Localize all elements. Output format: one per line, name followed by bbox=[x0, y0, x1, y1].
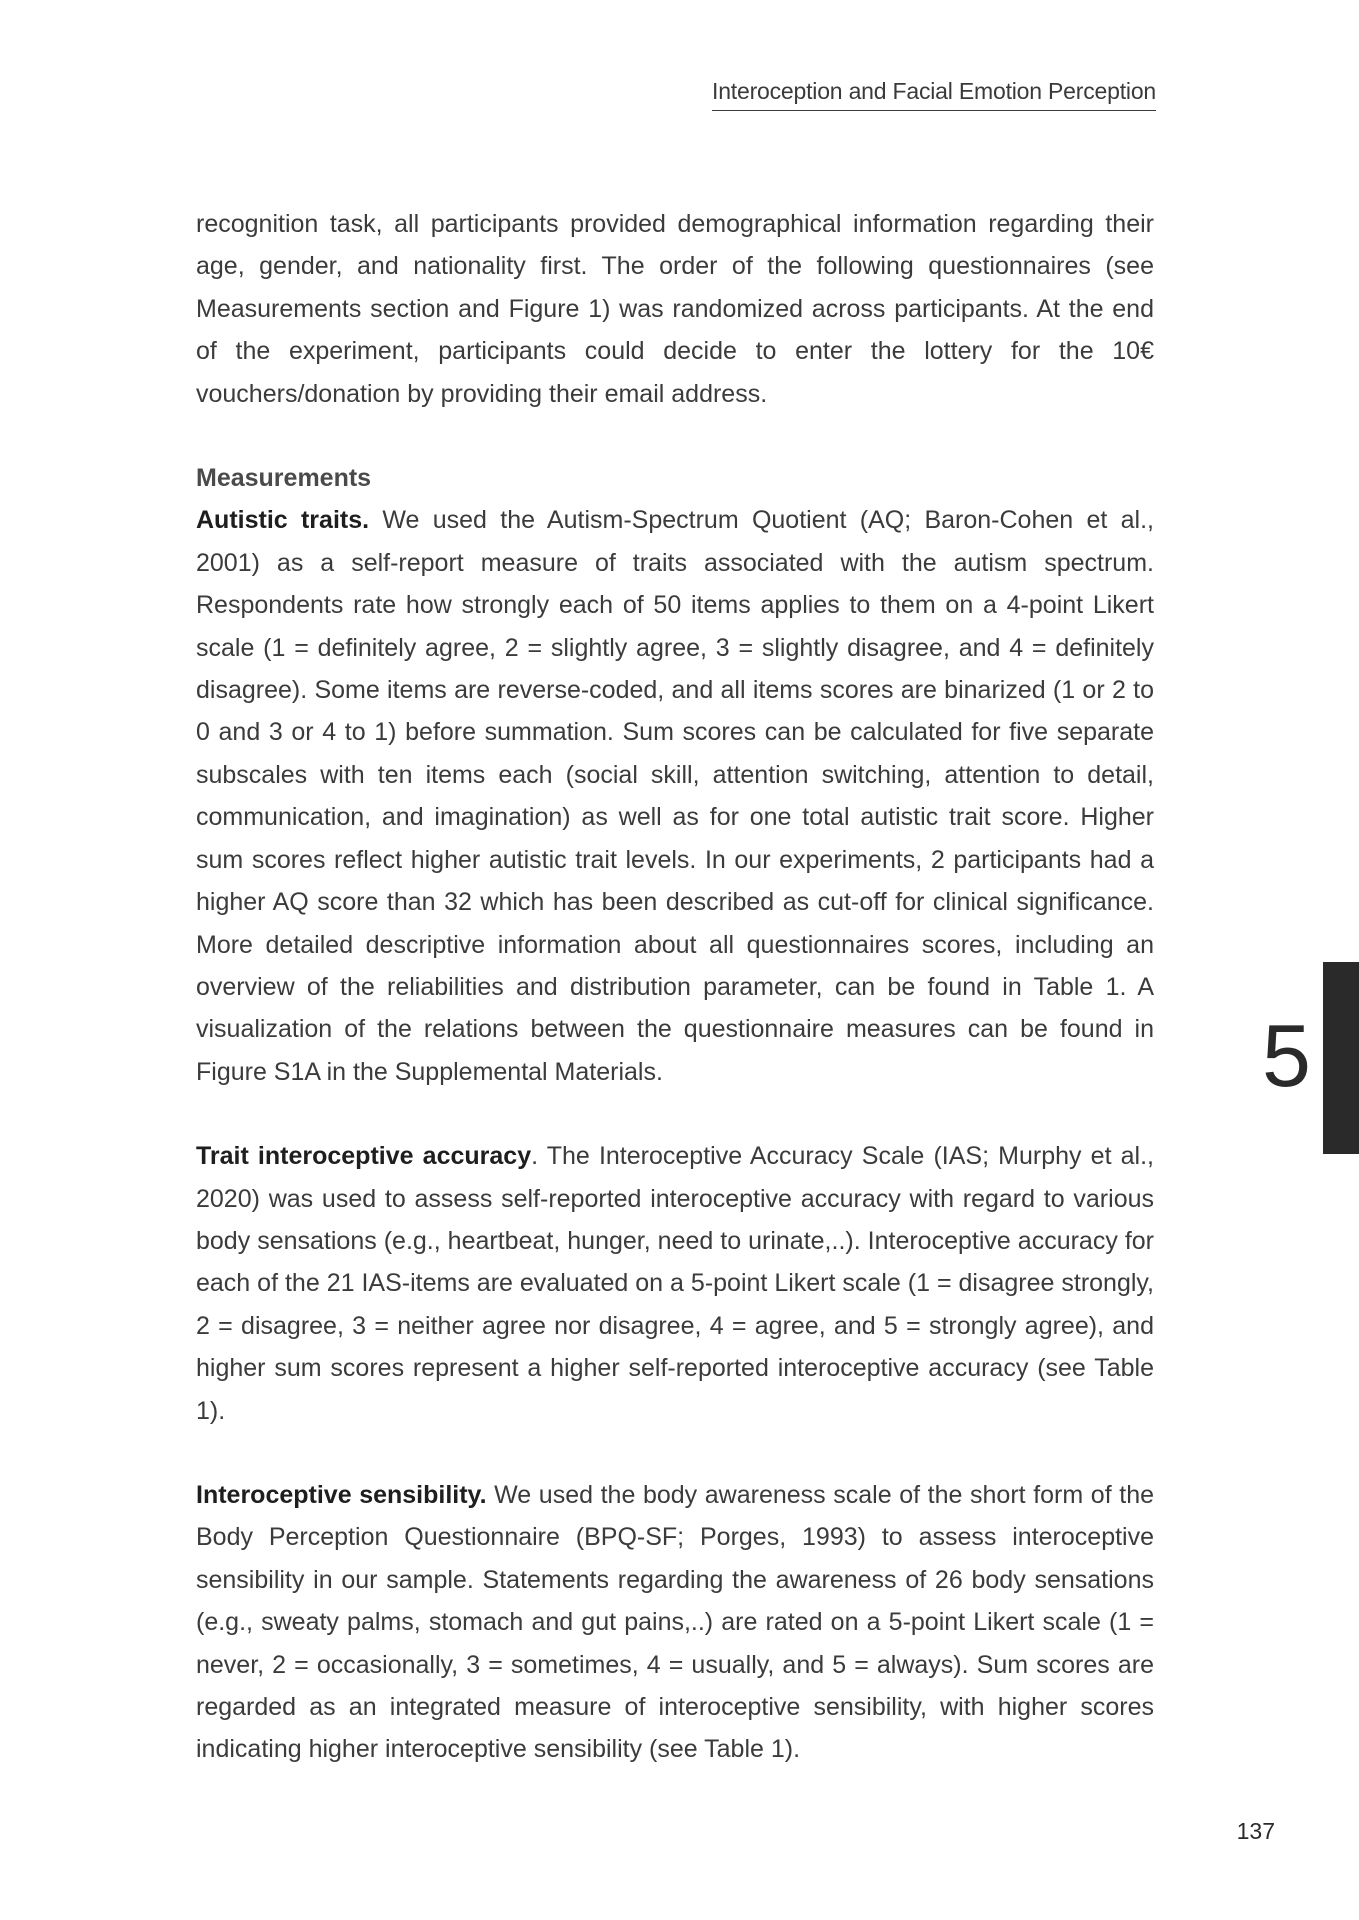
run-in-heading-interoceptive-sensibility: Interoceptive sensibility. bbox=[196, 1480, 487, 1509]
page-number: 137 bbox=[1236, 1818, 1275, 1844]
intro-paragraph: recognition task, all participants provided demographical information regarding their age, gender, and nationality first. The order of the following questionnaires (see Measurements section and Figure 1) was randomized across participants. At the end of the experiment, participants could decide to enter the lottery for the 10€ vouchers/donation by providing their email address. bbox=[196, 210, 1154, 408]
chapter-thumb-tab bbox=[1323, 962, 1359, 1154]
paragraph-text-autistic-traits: We used the Autism-Spectrum Quotient (AQ; Baron-Cohen et al., 2001) as a self-report measure of traits associated with the autism spectrum. Respondents rate how strongly each of 50 items applies to them on a 4-point Likert scale (1 = definitely agree, 2 = slightly agree, 3 = slightly disagree, and 4 = definitely disagree). Some items are reverse-coded, and all items scores are binarized (1 or 2 to 0 and 3 or 4 to 1) before summation. Sum scores can be calculated for five separate subscales with ten items each (social skill, attention switching, attention to detail, communication, and imagination) as well as for one total autistic trait score. Higher sum scores reflect higher autistic trait levels. In our experiments, 2 participants had a higher AQ score than 32 which has been described as cut-off for clinical significance. More detailed descriptive information about all questionnaires scores, including an overview of the reliabilities and distribution parameter, can be found in Table 1. A visualization of the relations between the questionnaire measures can be found in Figure S1A in the Supplemental Materials. bbox=[196, 506, 1154, 1086]
chapter-number: 5 bbox=[1262, 1006, 1311, 1105]
paragraph-text-trait-interoceptive-accuracy: . The Interoceptive Accuracy Scale (IAS; Murphy et al., 2020) was used to assess self-reported interoceptive accuracy with regard to various body sensations (e.g., heartbeat, hunger, need to urinate,..). Interoceptive accuracy for each of the 21 IAS-items are evaluated on a 5-point Likert scale (1 = disagree strongly, 2 = disagree, 3 = neither agree nor disagree, 4 = agree, and 5 = strongly agree), and higher sum scores represent a higher self-reported interoceptive accuracy (see Table 1). bbox=[196, 1142, 1155, 1425]
paragraph-text-interoceptive-sensibility: We used the body awareness scale of the short form of the Body Perception Questionnaire (BPQ-SF; Porges, 1993) to assess interoceptive sensibility in our sample. Statements regarding the awareness of 26 body sensations (e.g., sweaty palms, stomach and gut pains,..) are rated on a 5-point Likert scale (1 = never, 2 = occasionally, 3 = sometimes, 4 = usually, and 5 = always). Sum scores are regarded as an integrated measure of interoceptive sensibility, with higher scores indicating higher interoceptive sensibility (see Table 1). bbox=[196, 1480, 1154, 1764]
run-in-heading-autistic-traits: Autistic traits. bbox=[196, 506, 370, 535]
paragraph-interoceptive-sensibility bbox=[196, 1474, 1154, 1771]
section-heading-measurements: Measurements bbox=[196, 464, 372, 493]
paragraph-autistic-traits bbox=[196, 499, 1154, 1093]
paragraph-trait-interoceptive-accuracy bbox=[196, 1135, 1154, 1432]
main-text bbox=[196, 203, 1154, 1771]
running-header: Interoception and Facial Emotion Perception bbox=[712, 78, 1156, 111]
run-in-heading-trait-interoceptive-accuracy: Trait interoceptive accuracy bbox=[196, 1142, 532, 1171]
